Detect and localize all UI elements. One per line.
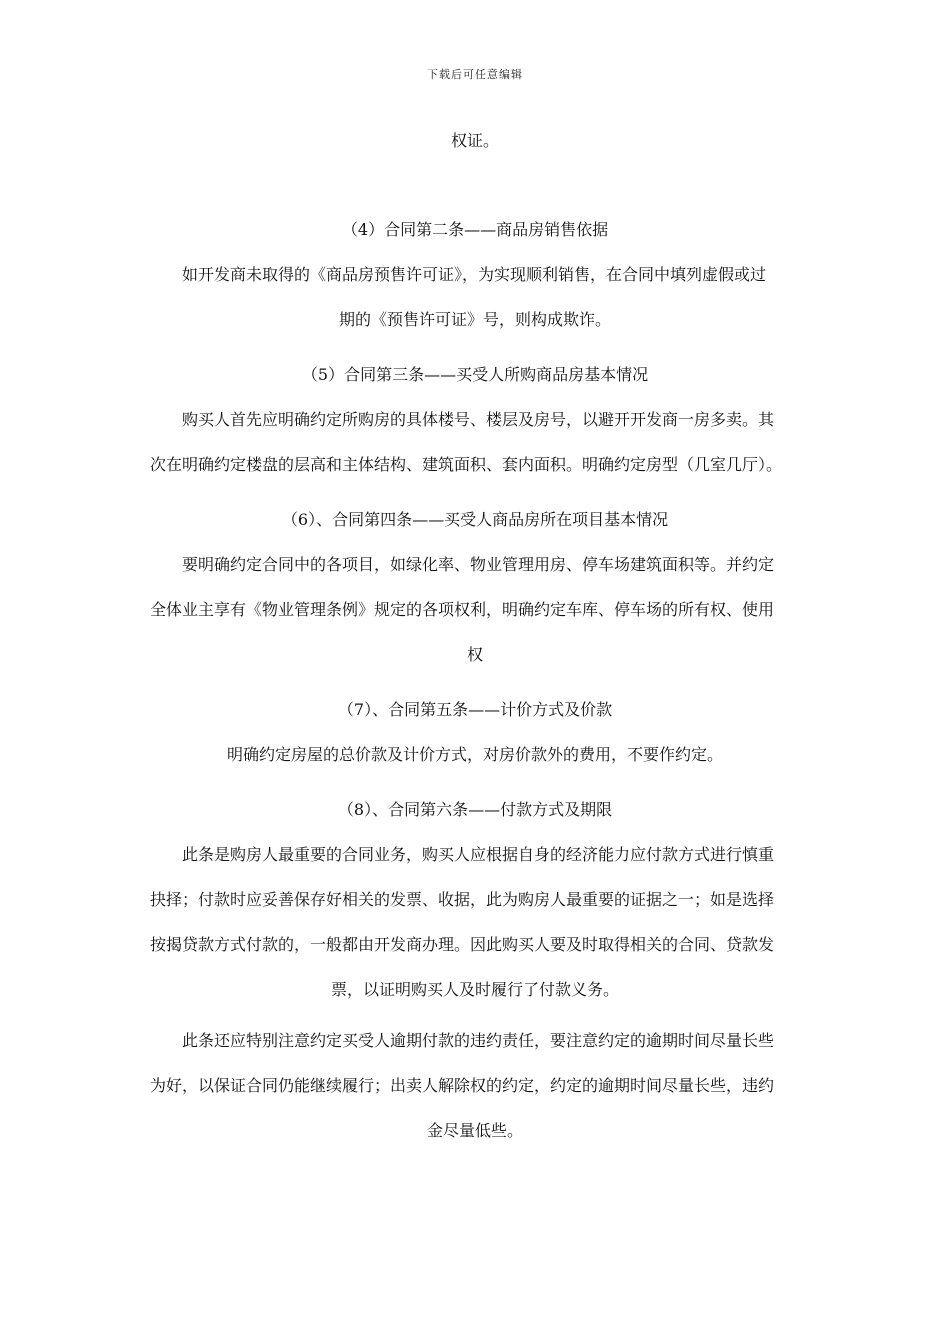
paragraph-line: 如开发商未取得的《商品房预售许可证》，为实现顺利销售，在合同中填列虚假或过 [182, 265, 767, 284]
paragraph-line: 抉择；付款时应妥善保存好相关的发票、收据，此为购房人最重要的证据之一；如是选择 [150, 890, 775, 909]
section-heading-7: （7）、合同第五条——计价方式及价款 [337, 700, 613, 719]
paragraph-line: 权证。 [450, 131, 499, 150]
paragraph-line: 要明确约定合同中的各项目，如绿化率、物业管理用房、停车场建筑面积等。并约定 [182, 555, 775, 574]
paragraph-line: 明确约定房屋的总价款及计价方式，对房价款外的费用，不要作约定。 [226, 745, 723, 764]
section-heading-5: （5）合同第三条——买受人所购商品房基本情况 [301, 365, 649, 384]
section-heading-6: （6）、合同第四条——买受人商品房所在项目基本情况 [281, 510, 669, 529]
paragraph-line: 次在明确约定楼盘的层高和主体结构、建筑面积、套内面积。明确约定房型（几室几厅）。 [150, 455, 783, 474]
paragraph-line: 期的《预售许可证》号，则构成欺诈。 [338, 310, 611, 329]
paragraph-line: 全体业主享有《物业管理条例》规定的各项权利，明确约定车库、停车场的所有权、使用 [150, 600, 775, 619]
paragraph-line: 购买人首先应明确约定所购房的具体楼号、楼层及房号，以避开开发商一房多卖。其 [182, 410, 775, 429]
section-heading-4: （4）合同第二条——商品房销售依据 [341, 220, 609, 239]
paragraph-line: 票，以证明购买人及时履行了付款义务。 [330, 980, 619, 999]
paragraph-line: 金尽量低些。 [426, 1121, 523, 1140]
paragraph-line: 为好，以保证合同仍能继续履行；出卖人解除权的约定，约定的逾期时间尽量长些，违约 [150, 1076, 775, 1095]
paragraph-line: 权 [466, 645, 483, 664]
paragraph-line: 按揭贷款方式付款的，一般都由开发商办理。因此购买人要及时取得相关的合同、贷款发 [150, 935, 775, 954]
paragraph-line: 此条是购房人最重要的合同业务，购买人应根据自身的经济能力应付款方式进行慎重 [182, 845, 775, 864]
page-header: 下载后可任意编辑 [427, 68, 523, 81]
document-body [0, 118, 950, 1153]
section-heading-8: （8）、合同第六条——付款方式及期限 [337, 800, 613, 819]
paragraph-line: 此条还应特别注意约定买受人逾期付款的违约责任，要注意约定的逾期时间尽量长些 [182, 1031, 775, 1050]
